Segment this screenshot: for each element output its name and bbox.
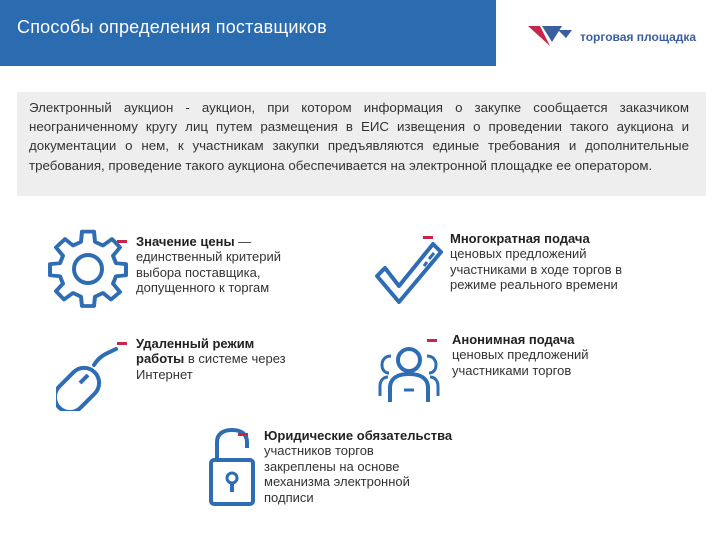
feature-legal-title: Юридические обязательства	[264, 428, 453, 443]
feature-multiple-title: Многократная подача	[450, 231, 590, 246]
feature-price-title: Значение цены	[136, 234, 235, 249]
logo-mark-icon	[528, 24, 576, 50]
bullet-dash	[427, 339, 437, 342]
feature-legal-text: участников торгов закреплены на основе механизма электронной подписи	[264, 443, 410, 505]
feature-remote	[136, 336, 301, 382]
users-icon	[378, 346, 440, 404]
feature-anonymous-text: ценовых предложений участниками торгов	[452, 347, 589, 378]
feature-price	[136, 234, 316, 296]
feature-anonymous-title: Анонимная подача	[452, 332, 575, 347]
page-title: Способы определения поставщиков	[17, 17, 327, 37]
feature-multiple-text: ценовых предложений участниками в ходе торгов в режиме реального времени	[450, 246, 623, 293]
logo	[528, 24, 708, 50]
feature-price-text: — единственный критерий выбора поставщика, допущенного к торгам	[136, 234, 281, 296]
logo-text: торговая площадка	[580, 30, 697, 44]
intro-text: Электронный аукцион - аукцион, при котором информация о закупке сообщается заказчиком неограниченному кругу лиц путем размещения в ЕИС извещения о проведении такого аукциона и документации о нем, к участникам закупки предъявляются единые требования и дополнительные требования, проведение такого аукциона обеспечивается на электронной площадке ее оператором.	[29, 100, 689, 173]
bullet-dash	[423, 236, 433, 239]
intro-box	[17, 92, 706, 196]
mouse-icon	[56, 345, 120, 411]
header	[0, 0, 720, 66]
bullet-dash	[117, 342, 127, 345]
title-bar	[0, 0, 496, 66]
bullet-dash	[117, 240, 127, 243]
feature-legal	[264, 428, 509, 505]
feature-multiple	[450, 231, 660, 293]
checkmark-icon	[374, 240, 444, 310]
feature-remote-title: Удаленный режим работы	[136, 336, 255, 367]
lock-icon	[208, 428, 256, 508]
feature-remote-text: в системе через Интернет	[136, 351, 286, 382]
bullet-dash	[238, 433, 248, 436]
feature-anonymous	[452, 332, 612, 378]
gear-icon	[48, 226, 128, 312]
